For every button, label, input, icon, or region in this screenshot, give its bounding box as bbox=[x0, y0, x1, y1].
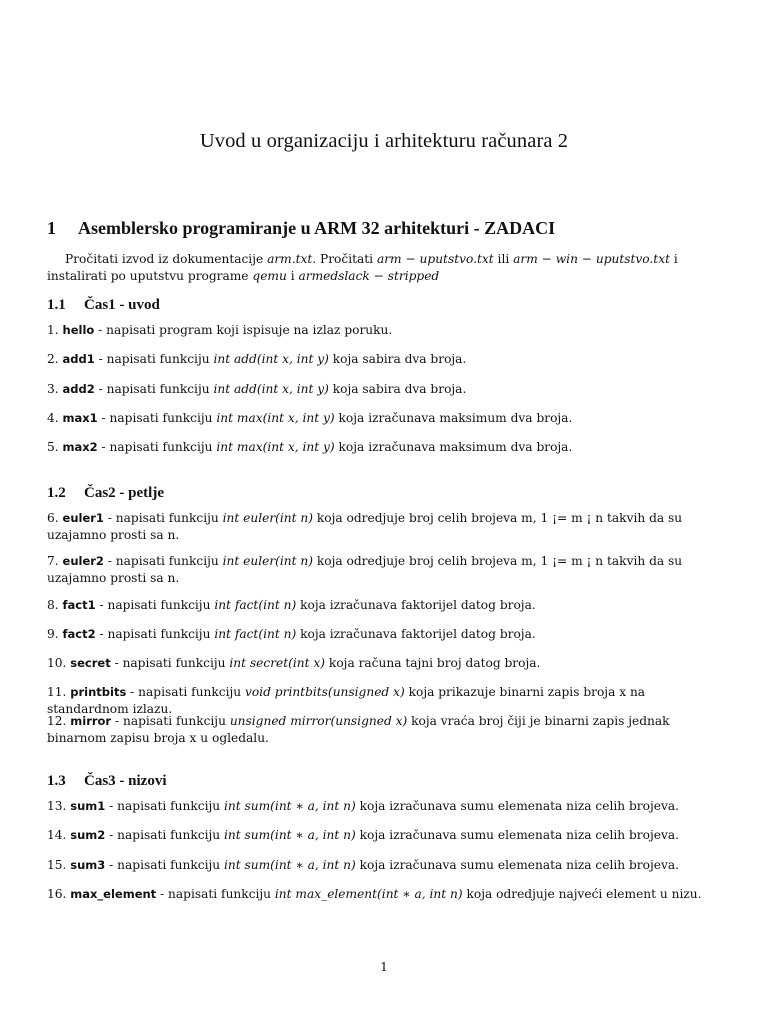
task-text: - napisati funkciju bbox=[105, 799, 224, 813]
task-item bbox=[47, 886, 721, 903]
intro-paragraph bbox=[47, 251, 721, 285]
task-name: secret bbox=[70, 656, 111, 670]
task-number: 1. bbox=[47, 323, 59, 337]
task-item bbox=[47, 798, 721, 815]
task-number: 6. bbox=[47, 511, 59, 525]
task-text: koja izračunava sumu elemenata niza celih brojeva. bbox=[355, 828, 679, 842]
task-text: koja izračunava faktorijel datog broja. bbox=[296, 598, 536, 612]
intro-program: armedslack − stripped bbox=[298, 269, 440, 283]
task-text: koja sabira dva broja. bbox=[328, 382, 467, 396]
task-item bbox=[47, 655, 721, 672]
task-item bbox=[47, 510, 721, 544]
task-number: 8. bbox=[47, 598, 59, 612]
task-text: - napisati funkciju bbox=[126, 685, 246, 699]
task-text: - napisati funkciju bbox=[103, 511, 223, 525]
task-text: - napisati funkciju bbox=[97, 411, 217, 425]
task-text: - napisati funkciju bbox=[95, 627, 215, 641]
task-text: - napisati funkciju bbox=[111, 714, 230, 728]
task-number: 4. bbox=[47, 411, 59, 425]
task-text: koja izračunava faktorijel datog broja. bbox=[296, 627, 536, 641]
task-number: 3. bbox=[47, 382, 59, 396]
task-signature: int euler(int n) bbox=[222, 511, 314, 525]
intro-text: i instalirati po uputstvu programe bbox=[47, 252, 678, 283]
subsection-heading bbox=[47, 773, 167, 790]
task-item bbox=[47, 322, 721, 339]
task-text: - napisati funkciju bbox=[105, 828, 224, 842]
task-text: koja sabira dva broja. bbox=[328, 352, 467, 366]
task-signature: int sum(int ∗ a, int n) bbox=[224, 828, 356, 842]
intro-program: qemu bbox=[252, 269, 287, 283]
task-text: - napisati funkciju bbox=[97, 440, 217, 454]
task-text: koja izračunava maksimum dva broja. bbox=[334, 411, 573, 425]
task-number: 15. bbox=[47, 858, 67, 872]
task-name: max_element bbox=[70, 887, 157, 901]
section-number: 1 bbox=[47, 218, 56, 238]
task-name: sum1 bbox=[70, 799, 106, 813]
task-name: fact1 bbox=[62, 598, 96, 612]
task-signature: int secret(int x) bbox=[229, 656, 326, 670]
task-item bbox=[47, 439, 721, 456]
task-text: koja izračunava maksimum dva broja. bbox=[334, 440, 573, 454]
task-signature: void printbits(unsigned x) bbox=[245, 685, 405, 699]
subsection-title: Čas1 - uvod bbox=[84, 297, 160, 313]
task-number: 11. bbox=[47, 685, 67, 699]
subsection-number: 1.3 bbox=[47, 773, 66, 789]
intro-file: arm − uputstvo.txt bbox=[376, 252, 494, 266]
task-item bbox=[47, 713, 721, 747]
intro-file: arm − win − uputstvo.txt bbox=[513, 252, 670, 266]
page-number: 1 bbox=[380, 960, 388, 974]
task-number: 5. bbox=[47, 440, 59, 454]
task-number: 14. bbox=[47, 828, 67, 842]
task-name: hello bbox=[62, 323, 95, 337]
task-number: 2. bbox=[47, 352, 59, 366]
task-signature: int max(int x, int y) bbox=[216, 440, 335, 454]
task-signature: int max_element(int ∗ a, int n) bbox=[274, 887, 463, 901]
section-heading bbox=[47, 218, 555, 239]
intro-text: . Pročitati bbox=[312, 252, 377, 266]
task-text: - napisati funkciju bbox=[95, 598, 215, 612]
task-name: mirror bbox=[70, 714, 112, 728]
task-signature: int add(int x, int y) bbox=[213, 352, 329, 366]
task-name: euler2 bbox=[62, 554, 104, 568]
intro-text: Pročitati izvod iz dokumentacije bbox=[65, 252, 268, 266]
task-text: - napisati funkciju bbox=[103, 554, 223, 568]
document-title: Uvod u organizaciju i arhitekturu računara 2 bbox=[199, 130, 569, 152]
task-text: koja odredjuje broj celih brojeva m, 1 ¡= m ¡ n takvih da su uzajamno prosti sa n. bbox=[47, 554, 683, 585]
intro-file: arm.txt bbox=[267, 252, 313, 266]
task-number: 10. bbox=[47, 656, 67, 670]
task-number: 9. bbox=[47, 627, 59, 641]
task-text: koja izračunava sumu elemenata niza celih brojeva. bbox=[355, 858, 679, 872]
task-signature: int add(int x, int y) bbox=[213, 382, 329, 396]
task-item bbox=[47, 410, 721, 427]
subsection-heading bbox=[47, 485, 164, 502]
task-text: - napisati funkciju bbox=[94, 382, 214, 396]
task-text: - napisati funkciju bbox=[156, 887, 275, 901]
subsection-title: Čas3 - nizovi bbox=[84, 773, 167, 789]
task-text: koja izračunava sumu elemenata niza celih brojeva. bbox=[355, 799, 679, 813]
task-signature: int euler(int n) bbox=[222, 554, 314, 568]
task-text: - napisati program koji ispisuje na izlaz poruku. bbox=[94, 323, 393, 337]
task-item bbox=[47, 857, 721, 874]
subsection-title: Čas2 - petlje bbox=[84, 485, 164, 501]
task-number: 12. bbox=[47, 714, 67, 728]
task-text: koja odredjuje najveći element u nizu. bbox=[462, 887, 702, 901]
task-item bbox=[47, 626, 721, 643]
task-text: - napisati funkciju bbox=[110, 656, 230, 670]
task-text: koja odredjuje broj celih brojeva m, 1 ¡= m ¡ n takvih da su uzajamno prosti sa n. bbox=[47, 511, 683, 542]
task-text: koja prikazuje binarni zapis broja x na standardnom izlazu. bbox=[47, 685, 646, 716]
subsection-number: 1.1 bbox=[47, 297, 66, 313]
task-text: koja računa tajni broj datog broja. bbox=[325, 656, 541, 670]
task-number: 16. bbox=[47, 887, 67, 901]
section-title: Asemblersko programiranje u ARM 32 arhitekturi - ZADACI bbox=[78, 218, 556, 238]
task-signature: int fact(int n) bbox=[214, 627, 297, 641]
intro-text: ili bbox=[493, 252, 514, 266]
task-number: 13. bbox=[47, 799, 67, 813]
task-text: - napisati funkciju bbox=[94, 352, 214, 366]
task-signature: int sum(int ∗ a, int n) bbox=[224, 799, 356, 813]
task-text: - napisati funkciju bbox=[105, 858, 224, 872]
task-item bbox=[47, 381, 721, 398]
task-name: sum3 bbox=[70, 858, 106, 872]
task-item bbox=[47, 351, 721, 368]
task-name: sum2 bbox=[70, 828, 106, 842]
task-name: max2 bbox=[62, 440, 98, 454]
intro-text: i bbox=[286, 269, 299, 283]
task-item bbox=[47, 827, 721, 844]
task-name: printbits bbox=[70, 685, 127, 699]
task-name: euler1 bbox=[62, 511, 104, 525]
task-signature: int max(int x, int y) bbox=[216, 411, 335, 425]
task-signature: unsigned mirror(unsigned x) bbox=[229, 714, 408, 728]
subsection-number: 1.2 bbox=[47, 485, 66, 501]
task-signature: int sum(int ∗ a, int n) bbox=[224, 858, 356, 872]
task-name: add2 bbox=[62, 382, 95, 396]
task-text: koja vraća broj čiji je binarni zapis jednak binarnom zapisu broja x u ogledalu. bbox=[47, 714, 670, 745]
task-name: max1 bbox=[62, 411, 98, 425]
task-name: add1 bbox=[62, 352, 95, 366]
subsection-heading bbox=[47, 297, 160, 314]
task-item bbox=[47, 597, 721, 614]
task-signature: int fact(int n) bbox=[214, 598, 297, 612]
task-name: fact2 bbox=[62, 627, 96, 641]
task-number: 7. bbox=[47, 554, 59, 568]
task-item bbox=[47, 553, 721, 587]
